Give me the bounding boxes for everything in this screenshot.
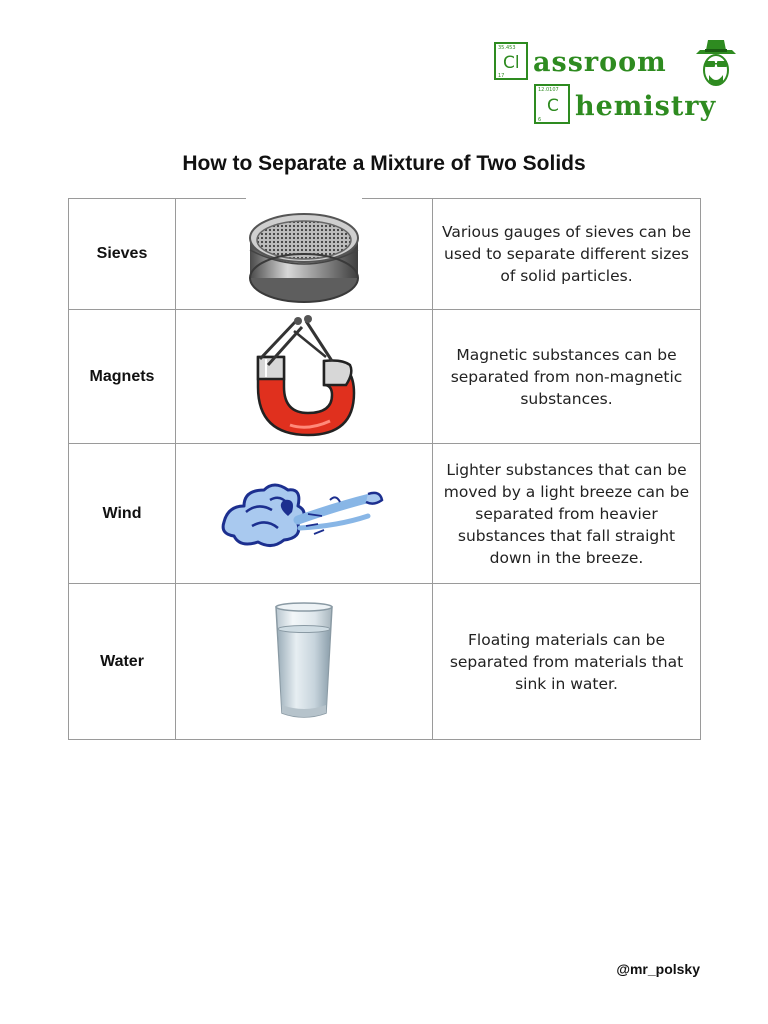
method-description: Floating materials can be separated from materials that sink in water. [433,584,701,740]
table-row [69,310,701,444]
table-row [69,199,701,310]
table-row [69,444,701,584]
hat-face-icon [692,38,740,96]
atomic-number: 6 [538,117,542,123]
method-description: Various gauges of sieves can be used to separate different sizes of solid particles. [433,199,701,310]
carbon-element-box [534,84,570,124]
classroom-chemistry-logo [490,38,740,130]
method-image-cell [176,199,433,310]
author-handle: @mr_polsky [616,961,700,977]
table-row [69,584,701,740]
chlorine-element-box [494,42,528,80]
wind-icon [218,476,390,552]
sieve-icon [244,200,364,308]
logo-word-chemistry: hemistry [575,91,717,122]
method-image-cell [176,444,433,584]
method-image-cell [176,310,433,444]
page-title: How to Separate a Mixture of Two Solids [182,152,586,175]
water-glass-icon [272,601,336,723]
separation-methods-table [68,198,701,740]
image-border-gap [246,198,362,201]
method-name: Water [69,584,176,740]
atomic-number: 17 [498,73,505,79]
magnet-icon [246,313,362,441]
element-symbol: C [547,96,559,116]
method-description: Lighter substances that can be moved by a light breeze can be separated from heavier substances that fall straight down in the breeze. [433,444,701,584]
atomic-mass: 12.0107 [538,87,559,93]
logo-word-classroom: assroom [533,47,667,78]
element-symbol: Cl [503,53,520,73]
atomic-mass: 35.453 [498,45,516,51]
method-name: Sieves [69,199,176,310]
method-name: Magnets [69,310,176,444]
method-name: Wind [69,444,176,584]
method-description: Magnetic substances can be separated from non-magnetic substances. [433,310,701,444]
method-image-cell [176,584,433,740]
